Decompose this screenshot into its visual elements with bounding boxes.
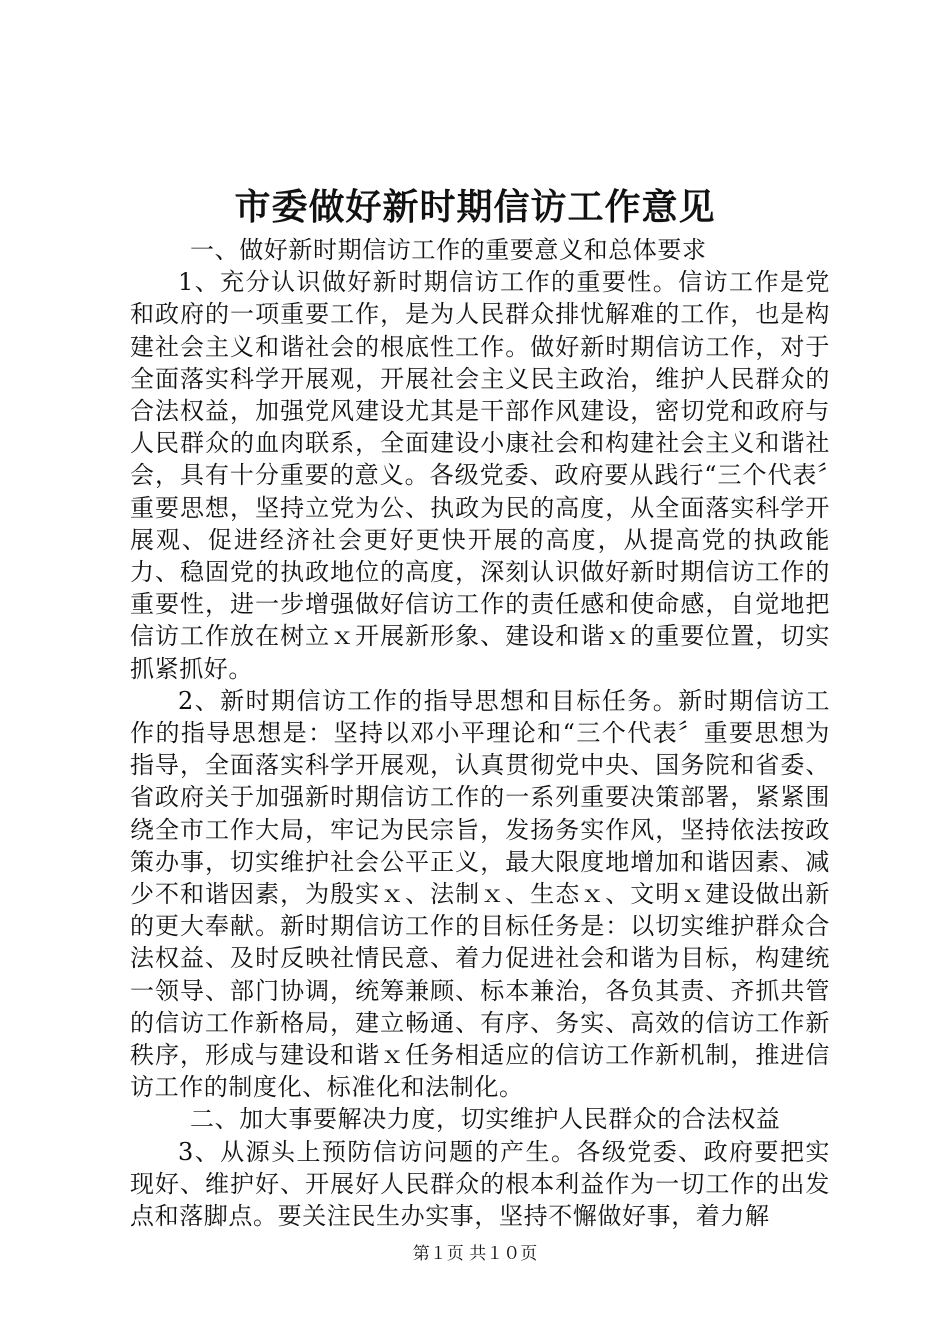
page-number-footer: 第１页 共１０页	[412, 1244, 538, 1264]
document-title: 市委做好新时期信访工作意见	[234, 186, 716, 228]
section-heading-1: 一、做好新时期信访工作的重要意义和总体要求	[190, 236, 707, 264]
paragraph-3: 3、从源头上预防信访问题的产生。各级党委、政府要把实现好、维护好、开展好人民群众的根本利益作为一切工作的出发点和落脚点。要关注民生办实事，坚持不懈做好事，着力解	[130, 1137, 830, 1231]
paragraph-1: 1、充分认识做好新时期信访工作的重要性。信访工作是党和政府的一项重要工作，是为人民群众排忧解难的工作，也是构建社会主义和谐社会的根底性工作。做好新时期信访工作，对于全面落实科学开展观，开展社会主义民主政治，维护人民群众的合法权益，加强党风建设尤其是干部作风建设，密切党和政府与人民群众的血肉联系，全面建设小康社会和构建社会主义和谐社会，具有十分重要的意义。各级党委、政府要从践行“三个代表〞重要思想，坚持立党为公、执政为民的高度，从全面落实科学开展观、促进经济社会更好更快开展的高度，从提高党的执政能力、稳固党的执政地位的高度，深刻认识做好新时期信访工作的重要性，进一步增强做好信访工作的责任感和使命感，自觉地把信访工作放在树立ｘ开展新形象、建设和谐ｘ的重要位置，切实抓紧抓好。	[130, 268, 830, 683]
document-body	[130, 234, 830, 1232]
paragraph-2: 2、新时期信访工作的指导思想和目标任务。新时期信访工作的指导思想是：坚持以邓小平理论和“三个代表〞重要思想为指导，全面落实科学开展观，认真贯彻党中央、国务院和省委、省政府关于加强新时期信访工作的一系列重要决策部署，紧紧围绕全市工作大局，牢记为民宗旨，发扬务实作风，坚持依法按政策办事，切实维护社会公平正义，最大限度地增加和谐因素、减少不和谐因素，为殷实ｘ、法制ｘ、生态ｘ、文明ｘ建设做出新的更大奉献。新时期信访工作的目标任务是：以切实维护群众合法权益、及时反映社情民意、着力促进社会和谐为目标，构建统一领导、部门协调，统筹兼顾、标本兼治，各负其责、齐抓共管的信访工作新格局，建立畅通、有序、务实、高效的信访工作新秩序，形成与建设和谐ｘ任务相适应的信访工作新机制，推进信访工作的制度化、标准化和法制化。	[130, 686, 830, 1102]
section-heading-2: 二、加大事要解决力度，切实维护人民群众的合法权益	[190, 1105, 781, 1134]
